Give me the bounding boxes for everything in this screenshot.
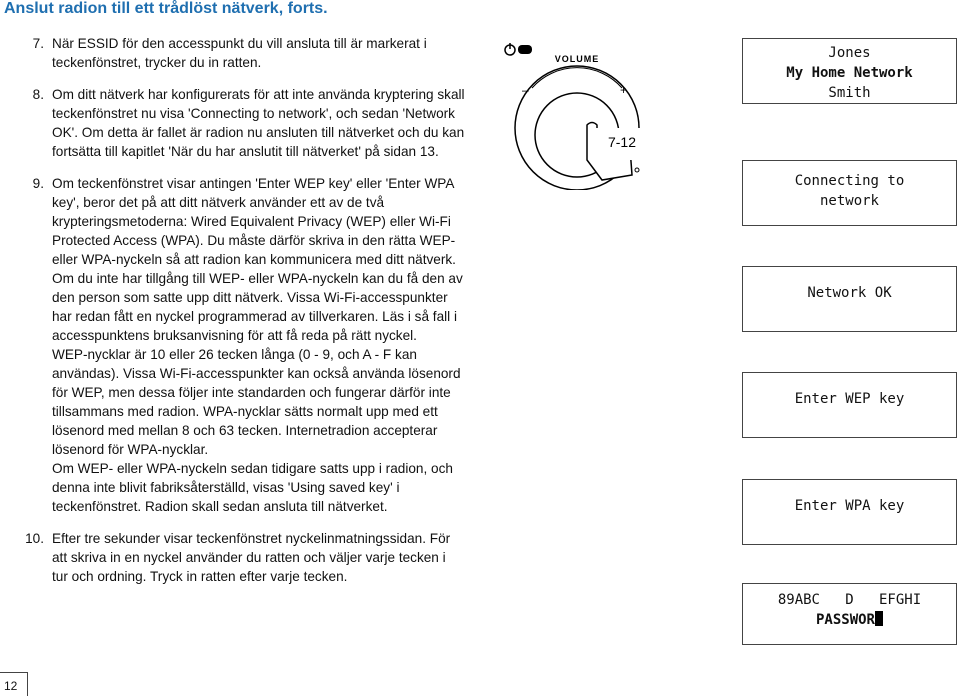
display-line: Connecting to [794, 173, 905, 189]
display-key-entry [742, 583, 957, 645]
display-line: network [819, 193, 879, 209]
display-network-ok [742, 266, 957, 332]
text-cursor [875, 611, 883, 626]
mode-button-icon [518, 45, 532, 54]
volume-knob-illustration [492, 40, 672, 190]
instructions [10, 34, 465, 586]
plus-label: + [620, 83, 628, 97]
page-title: Anslut radion till ett trådlöst nätverk, forts. [4, 0, 328, 17]
step-reference: 7-12 [607, 134, 637, 150]
display-network-list [742, 38, 957, 104]
page-number: 12 [0, 672, 28, 696]
display-enter-wpa [742, 479, 957, 545]
step-paragraph: Om ditt nätverk har konfigurerats för att inte använda kryptering skall teckenfönstret nu visa 'Connecting to network', och sedan 'Network OK'. Om detta är fallet är radion nu ansluten till nätverket och du kan fortsätta till kapitlet 'När du har anslutit till nätverket' på sidan 13. [52, 87, 465, 159]
step-paragraph: Om teckenfönstret visar antingen 'Enter WEP key' eller 'Enter WPA key', beror det på att ditt nätverk använder ett av de två krypteringsmetoderna: Wired Equivalent Privacy (WEP) eller Wi-Fi Protected Access (WPA). Du måste därför skriva in den rätta WEP- eller WPA-nyckeln så att radion kan kommunicera med ditt nätverk. [52, 176, 456, 267]
display-line-selected: My Home Network [786, 65, 913, 81]
step-paragraph: Om WEP- eller WPA-nyckeln sedan tidigare satts upp i radion, och denna inte blivit fabriksåterställd, visas 'Using saved key' i teckenfönstret. Radion skall sedan ansluta till nätverket. [52, 461, 453, 514]
display-line-entry [743, 610, 956, 630]
display-connecting [742, 160, 957, 226]
step-9 [10, 174, 465, 516]
step-number: 10. [25, 531, 44, 546]
display-line: Network OK [807, 285, 892, 301]
step-10 [10, 529, 465, 586]
power-icon [505, 43, 515, 55]
display-line: Jones [828, 45, 871, 61]
display-line: Enter WPA key [794, 498, 905, 514]
knob-label: VOLUME [554, 54, 600, 64]
step-8 [10, 85, 465, 161]
display-line: 89ABC D EFGHI [777, 592, 922, 608]
key-entry-text: PASSWOR [815, 612, 875, 628]
step-number: 9. [32, 176, 44, 191]
display-enter-wep [742, 372, 957, 438]
display-line: Smith [828, 85, 871, 101]
step-paragraph: Om du inte har tillgång till WEP- eller WPA-nyckeln kan du få den av den person som satte upp ditt nätverk. Vissa Wi-Fi-accesspunkter har redan fått en nyckel programmerad av tillverkaren. Läs i så fall i accesspunktens bruksanvisning för att få reda på rätt nyckel. [52, 271, 463, 343]
step-paragraph: WEP-nycklar är 10 eller 26 tecken långa (0 - 9, och A - F kan användas). Vissa Wi-Fi-accesspunkter kan också använda lösenord för WEP, men dessa följer inte standarden och fungerar därför inte tillsammans med radion. WPA-nycklar sätts normalt upp med ett lösenord med mellan 8 och 63 tecken. Internetradion accepterar lösenord för WPA-nycklar. [52, 347, 461, 457]
minus-label: – [522, 83, 529, 97]
step-paragraph: Efter tre sekunder visar teckenfönstret nyckelinmatningssidan. För att skriva in en nyckel använder du ratten och väljer varje tecken i tur och ordning. Tryck in ratten efter varje tecken. [52, 531, 451, 584]
step-number: 7. [32, 36, 44, 51]
display-line: Enter WEP key [794, 391, 905, 407]
step-7 [10, 34, 465, 72]
step-number: 8. [32, 87, 44, 102]
step-paragraph: När ESSID för den accesspunkt du vill ansluta till är markerat i teckenfönstret, trycker du in ratten. [52, 36, 427, 70]
